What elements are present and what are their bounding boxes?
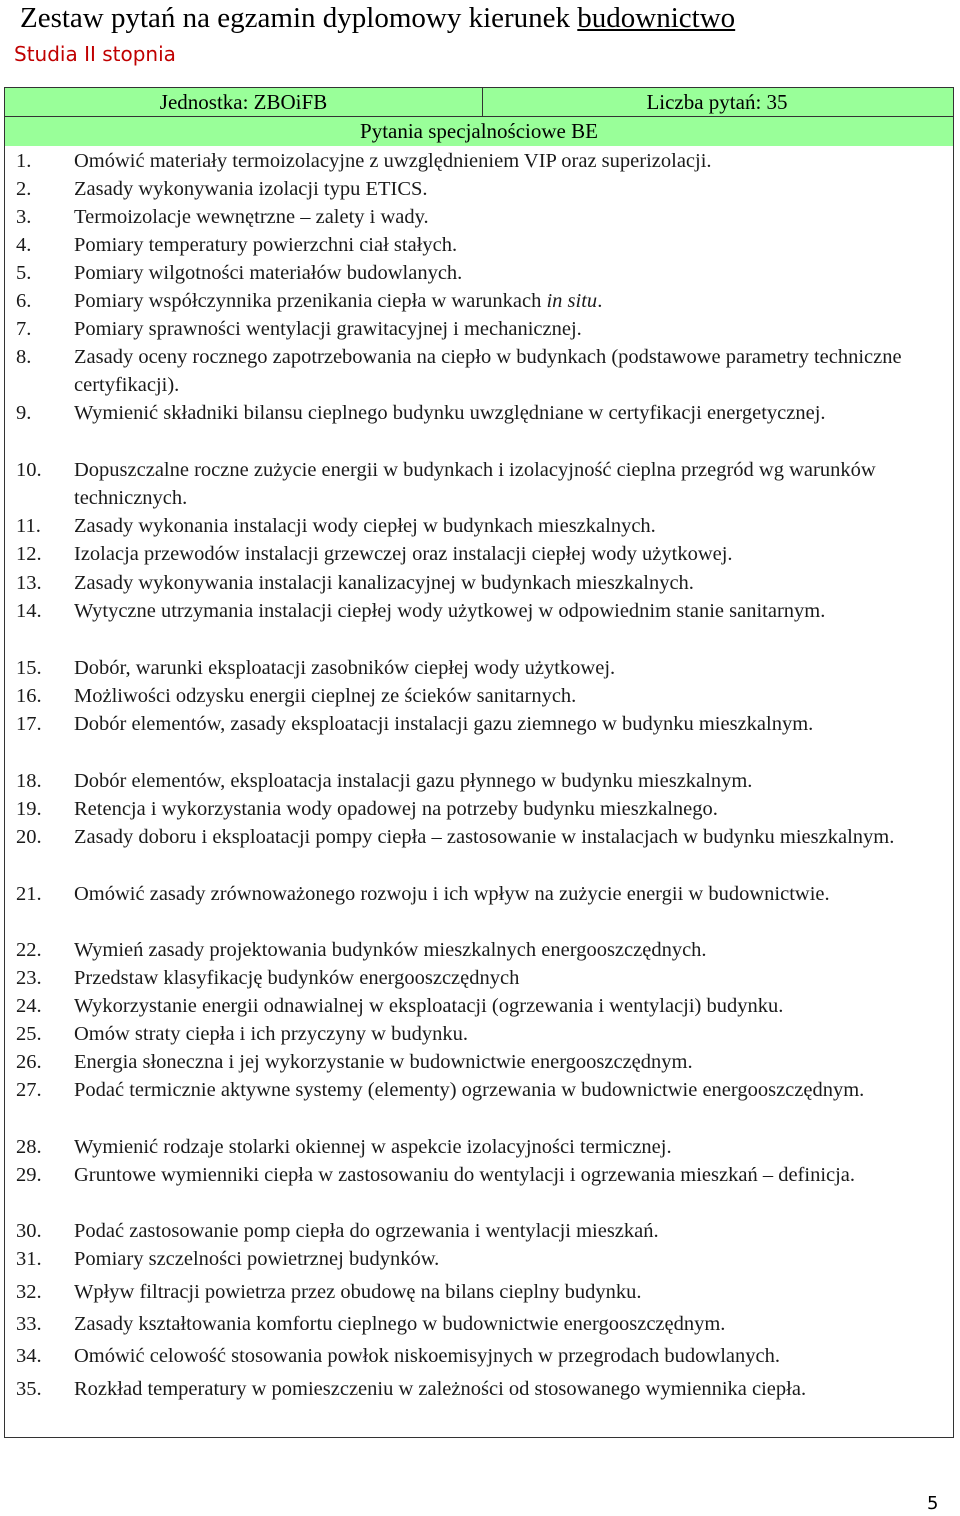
question-text-italic: in situ	[546, 290, 598, 312]
question-text: Dobór elementów, eksploatacja instalacji gazu płynnego w budynku mieszkalnym.	[74, 770, 753, 792]
question-number: 16.	[16, 685, 42, 707]
question-number: 24.	[16, 995, 42, 1017]
question-number: 2.	[16, 178, 32, 200]
question-text: Wymień zasady projektowania budynków mieszkalnych energooszczędnych.	[74, 939, 707, 961]
question-text: Wymienić składniki bilansu cieplnego budynku uwzględniane w certyfikacji energetycznej.	[74, 402, 826, 424]
question-number: 21.	[16, 883, 42, 905]
unit-cell: Jednostka: ZBOiFB	[5, 88, 483, 116]
question-number: 23.	[16, 967, 42, 989]
question-text: Zasady wykonania instalacji wody ciepłej w budynkach mieszkalnych.	[74, 515, 656, 537]
question-text-part: Pomiary współczynnika przenikania ciepła w warunkach	[74, 290, 547, 312]
question-text: Omówić zasady zrównoważonego rozwoju i ich wpływ na zużycie energii w budownictwie.	[74, 883, 830, 905]
title-subject: budownictwo	[577, 2, 736, 34]
question-number: 33.	[16, 1313, 42, 1335]
question-number: 26.	[16, 1051, 42, 1073]
question-number: 28.	[16, 1136, 42, 1158]
question-number: 11.	[16, 515, 41, 537]
question-number: 32.	[16, 1281, 42, 1303]
question-number: 9.	[16, 402, 32, 424]
question-number: 19.	[16, 798, 42, 820]
question-number: 27.	[16, 1079, 42, 1101]
question-text: Omów straty ciepła i ich przyczyny w budynku.	[74, 1023, 468, 1045]
question-text: Możliwości odzysku energii cieplnej ze ścieków sanitarnych.	[74, 685, 577, 707]
page-number: 5	[927, 1493, 939, 1514]
question-number: 7.	[16, 318, 32, 340]
question-text: Retencja i wykorzystania wody opadowej na potrzeby budynku mieszkalnego.	[74, 798, 718, 820]
question-text: Przedstaw klasyfikację budynków energooszczędnych	[74, 967, 520, 989]
question-number: 14.	[16, 600, 42, 622]
question-text: Podać termicznie aktywne systemy (elementy) ogrzewania w budownictwie energooszczędnym.	[74, 1079, 865, 1101]
question-count-cell: Liczba pytań: 35	[646, 90, 788, 114]
question-number: 30.	[16, 1220, 42, 1242]
question-text: Dopuszczalne roczne zużycie energii w budynkach i izolacyjność cieplna przegród wg warunków technicznych.	[74, 459, 876, 509]
question-text: Wymienić rodzaje stolarki okiennej w aspekcie izolacyjności termicznej.	[74, 1136, 672, 1158]
question-number: 5.	[16, 262, 32, 284]
document-title	[20, 0, 735, 36]
question-text: Energia słoneczna i jej wykorzystanie w budownictwie energooszczędnym.	[74, 1051, 693, 1073]
question-text: Omówić materiały termoizolacyjne z uwzględnieniem VIP oraz superizolacji.	[74, 150, 712, 172]
question-text: Izolacja przewodów instalacji grzewczej oraz instalacji ciepłej wody użytkowej.	[74, 543, 733, 565]
question-number: 15.	[16, 657, 42, 679]
question-number: 25.	[16, 1023, 42, 1045]
study-level-subtitle: Studia II stopnia	[14, 42, 176, 66]
question-number: 22.	[16, 939, 42, 961]
question-number: 20.	[16, 826, 42, 848]
question-number: 1.	[16, 150, 32, 172]
question-text: Wpływ filtracji powietrza przez obudowę na bilans cieplny budynku.	[74, 1281, 642, 1303]
question-number: 18.	[16, 770, 42, 792]
question-text: Zasady oceny rocznego zapotrzebowania na ciepło w budynkach (podstawowe parametry techniczne certyfikacji).	[74, 346, 902, 396]
question-number: 34.	[16, 1345, 42, 1367]
section-header: Pytania specjalnościowe BE	[5, 117, 953, 146]
question-text: Termoizolacje wewnętrzne – zalety i wady.	[74, 206, 429, 228]
question-text: Dobór elementów, zasady eksploatacji instalacji gazu ziemnego w budynku mieszkalnym.	[74, 713, 814, 735]
question-text	[74, 287, 944, 315]
question-text: Wykorzystanie energii odnawialnej w eksploatacji (ogrzewania i wentylacji) budynku.	[74, 995, 784, 1017]
question-number: 13.	[16, 572, 42, 594]
question-text-part: .	[597, 290, 603, 312]
question-text: Zasady wykonywania izolacji typu ETICS.	[74, 178, 428, 200]
question-text: Omówić celowość stosowania powłok niskoemisyjnych w przegrodach budowlanych.	[74, 1345, 780, 1367]
question-number: 10.	[16, 459, 42, 481]
question-text: Podać zastosowanie pomp ciepła do ogrzewania i wentylacji mieszkań.	[74, 1220, 659, 1242]
question-number: 3.	[16, 206, 32, 228]
question-number: 17.	[16, 713, 42, 735]
question-number: 8.	[16, 346, 32, 368]
table-header-row	[5, 88, 953, 117]
question-text: Rozkład temperatury w pomieszczeniu w zależności od stosowanego wymiennika ciepła.	[74, 1378, 807, 1400]
questions-table	[4, 87, 954, 1438]
question-number: 12.	[16, 543, 42, 565]
question-text: Zasady doboru i eksploatacji pompy ciepła – zastosowanie w instalacjach w budynku mieszkalnym.	[74, 826, 895, 848]
question-number: 6.	[16, 290, 32, 312]
question-number: 4.	[16, 234, 32, 256]
question-text: Gruntowe wymienniki ciepła w zastosowaniu do wentylacji i ogrzewania mieszkań – definicja.	[74, 1164, 856, 1186]
question-text: Dobór, warunki eksploatacji zasobników ciepłej wody użytkowej.	[74, 657, 616, 679]
question-text: Zasady kształtowania komfortu cieplnego w budownictwie energooszczędnym.	[74, 1313, 726, 1335]
question-text: Wytyczne utrzymania instalacji ciepłej wody użytkowej w odpowiednim stanie sanitarnym.	[74, 600, 826, 622]
question-text: Pomiary szczelności powietrznej budynków.	[74, 1248, 440, 1270]
title-prefix: Zestaw pytań na egzamin dyplomowy kierunek	[20, 2, 578, 34]
question-text: Pomiary temperatury powierzchni ciał stałych.	[74, 234, 458, 256]
question-number: 35.	[16, 1378, 42, 1400]
question-text: Pomiary wilgotności materiałów budowlanych.	[74, 262, 463, 284]
question-number: 29.	[16, 1164, 42, 1186]
question-text: Zasady wykonywania instalacji kanalizacyjnej w budynkach mieszkalnych.	[74, 572, 694, 594]
question-number: 31.	[16, 1248, 42, 1270]
question-text: Pomiary sprawności wentylacji grawitacyjnej i mechanicznej.	[74, 318, 582, 340]
